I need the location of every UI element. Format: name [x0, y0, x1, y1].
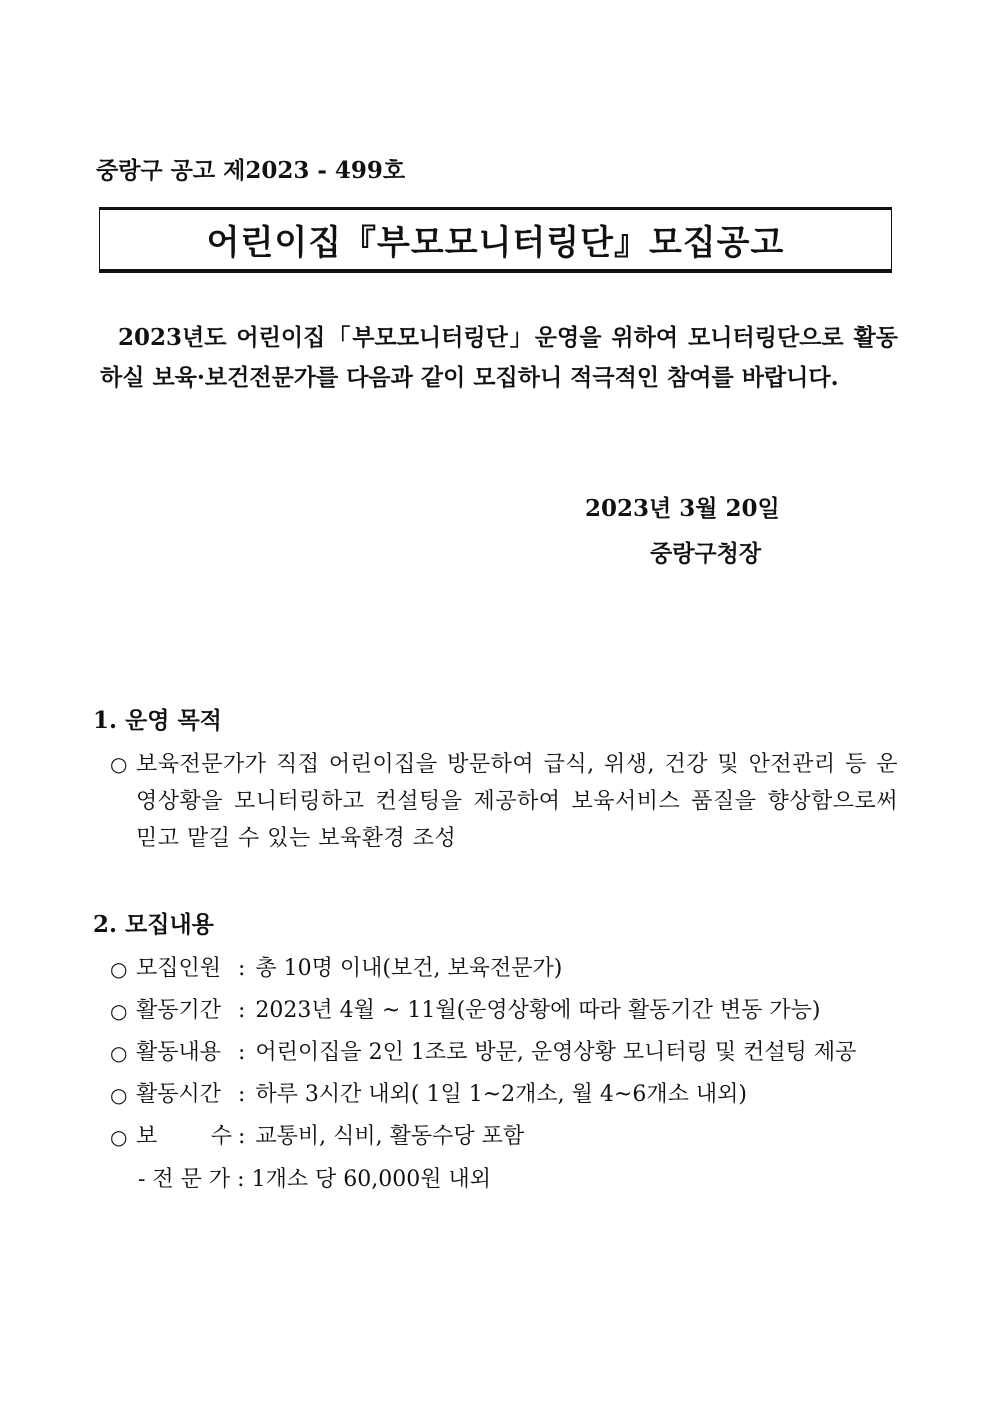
item-label: 활동내용 [136, 1040, 222, 1065]
item-colon: : [238, 1040, 246, 1065]
list-item [110, 1118, 900, 1160]
list-item [110, 992, 900, 1034]
item-label-part: 보 [136, 1124, 158, 1149]
item-colon: : [238, 1124, 246, 1149]
document-title: 어린이집『부모모니터링단』모집공고 [206, 223, 785, 263]
intro-text: 2023년도 어린이집「부모모니터링단」운영을 위하여 모니터링단으로 활동하실 보육·보건전문가를 다음과 같이 모집하니 적극적인 참여를 바랍니다. [100, 324, 898, 391]
item-value: 어린이집을 2인 1조로 방문, 운영상황 모니터링 및 컨설팅 제공 [255, 1040, 857, 1065]
recruit-items [110, 950, 900, 1160]
section-2-heading: 2. 모집내용 [93, 911, 214, 938]
notice-date: 2023년 3월 20일 [585, 495, 780, 522]
item-value: 총 10명 이내(보건, 보육전문가) [255, 956, 563, 981]
item-colon: : [238, 1082, 246, 1107]
title-box [99, 207, 892, 270]
item-colon: : [238, 998, 246, 1023]
bullet-icon: ○ [110, 1125, 128, 1149]
bullet-icon: ○ [110, 999, 128, 1023]
item-label [136, 1118, 232, 1160]
item-value: 2023년 4월 ~ 11월(운영상황에 따라 활동기간 변동 가능) [255, 998, 821, 1023]
item-label: 활동시간 [136, 1082, 222, 1107]
item-colon: : [238, 956, 246, 981]
item-label: 활동기간 [136, 998, 222, 1023]
section-1-text: 보육전문가가 직접 어린이집을 방문하여 급식, 위생, 건강 및 안전관리 등 운영상황을 모니터링하고 컨설팅을 제공하여 보육서비스 품질을 향상함으로써 믿고 맡길 수 있는 보육환경 조성 [136, 752, 898, 851]
list-item [110, 950, 900, 992]
bullet-icon: ○ [110, 1083, 128, 1107]
intro-paragraph [100, 318, 898, 398]
issuer: 중랑구청장 [650, 540, 762, 567]
notice-number: 중랑구 공고 제2023 - 499호 [96, 157, 406, 184]
list-item [110, 1034, 900, 1076]
section-1-heading: 1. 운영 목적 [93, 707, 222, 734]
item-value: 하루 3시간 내외( 1일 1~2개소, 월 4~6개소 내외) [255, 1082, 747, 1107]
bullet-icon: ○ [110, 752, 128, 776]
sub-item: - 전 문 가 : 1개소 당 60,000원 내외 [138, 1167, 492, 1192]
bullet-icon: ○ [110, 1041, 128, 1065]
item-value: 교통비, 식비, 활동수당 포함 [255, 1124, 525, 1149]
item-label: 모집인원 [136, 956, 222, 981]
list-item [110, 1076, 900, 1118]
bullet-icon: ○ [110, 957, 128, 981]
item-label-part: 수 [210, 1124, 232, 1149]
section-1-body [110, 746, 898, 857]
